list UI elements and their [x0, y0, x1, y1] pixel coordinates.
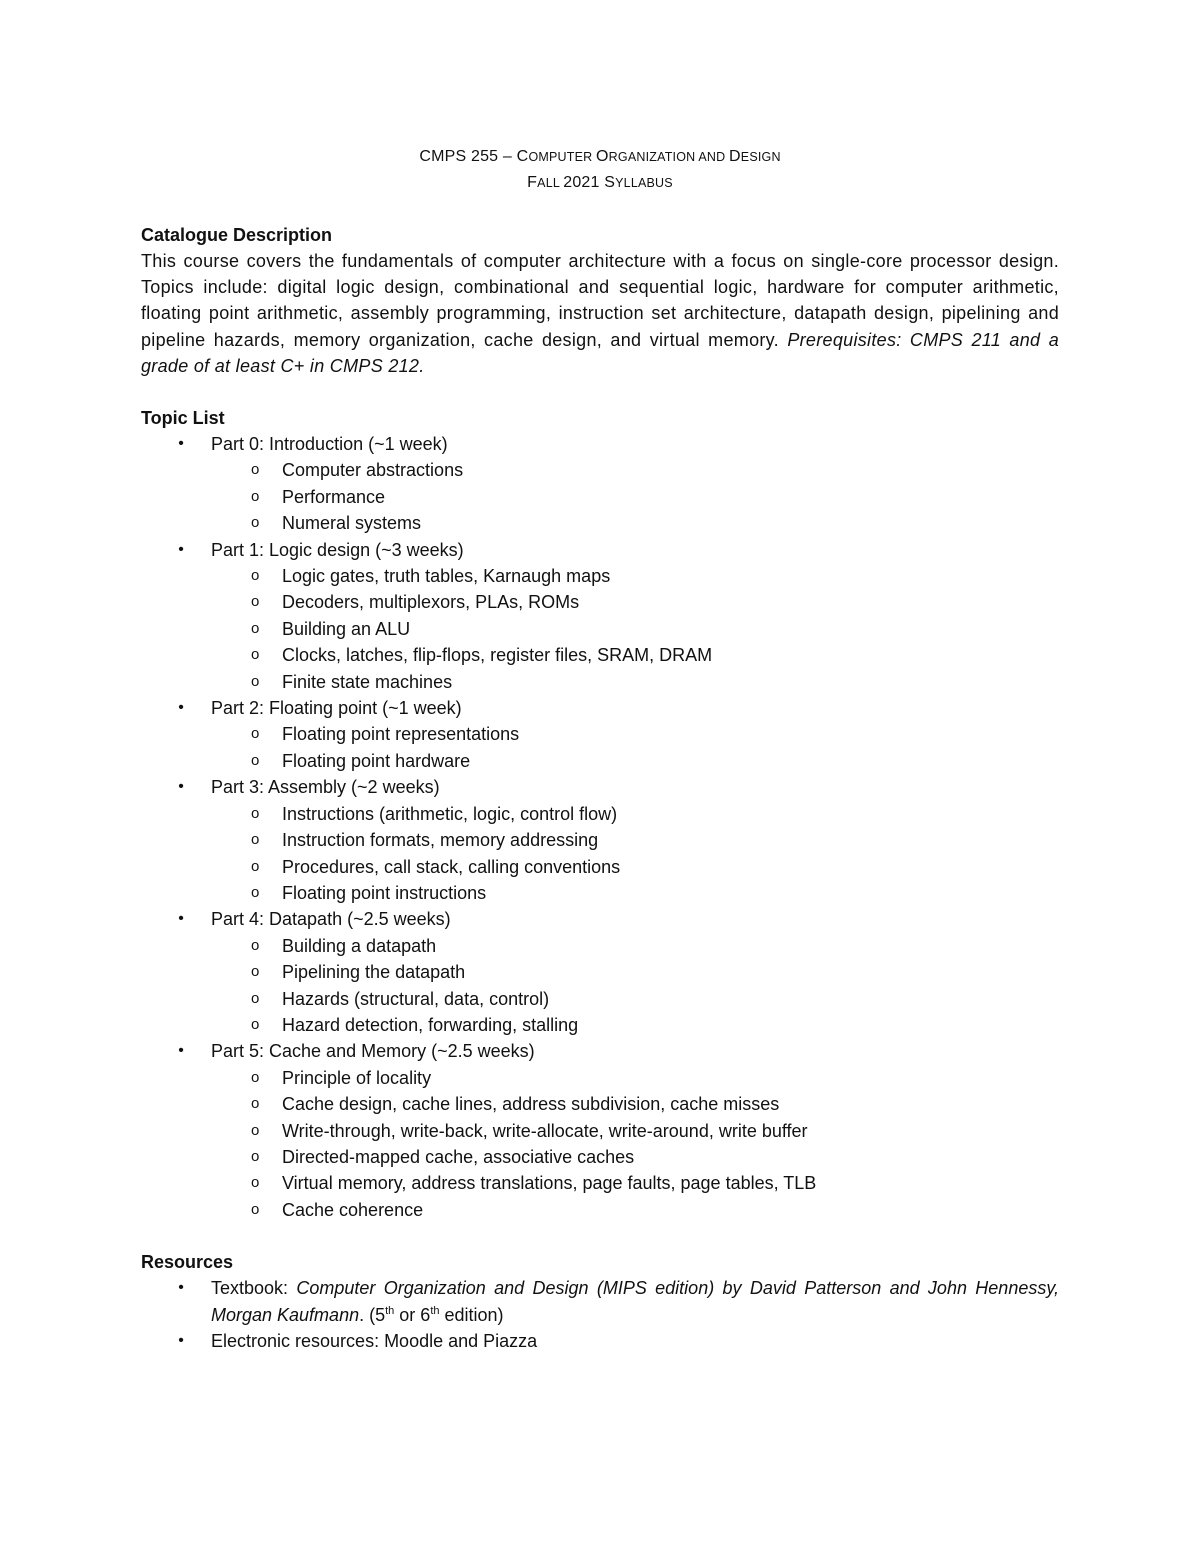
circle-bullet-icon: o	[251, 1174, 260, 1192]
title-part: O	[596, 148, 609, 165]
topic-subitem-label: Hazard detection, forwarding, stalling	[282, 1014, 579, 1035]
textbook-sup: th	[385, 1304, 395, 1317]
bullet-icon: •	[178, 1332, 184, 1350]
title-part: D	[729, 148, 741, 165]
topic-subitem	[141, 880, 1059, 906]
bullet-icon: •	[178, 1279, 184, 1297]
topic-subitem	[141, 933, 1059, 959]
topic-subitems	[141, 933, 1059, 1039]
topic-subitem	[141, 827, 1059, 853]
topic-subitem-label: Cache design, cache lines, address subdivision, cache misses	[282, 1094, 780, 1115]
topic-subitem	[141, 721, 1059, 747]
circle-bullet-icon: o	[251, 1121, 260, 1139]
circle-bullet-icon: o	[251, 672, 260, 690]
topic-part-label: Part 3: Assembly (~2 weeks)	[211, 777, 440, 798]
topic-subitem	[141, 563, 1059, 589]
circle-bullet-icon: o	[251, 831, 260, 849]
bullet-icon: •	[178, 778, 184, 796]
course-code: CMPS 255 – C	[419, 148, 529, 165]
circle-bullet-icon: o	[251, 883, 260, 901]
topic-list	[141, 431, 1059, 1223]
circle-bullet-icon: o	[251, 989, 260, 1007]
topic-subitems	[141, 1065, 1059, 1223]
topic-subitem-label: Clocks, latches, flip-flops, register files, SRAM, DRAM	[282, 645, 713, 666]
topic-subitem-label: Procedures, call stack, calling conventions	[282, 856, 621, 877]
topic-subitem	[141, 457, 1059, 483]
topic-subitem	[141, 1091, 1059, 1117]
topic-subitem-label: Instruction formats, memory addressing	[282, 830, 599, 851]
bullet-icon: •	[178, 540, 184, 558]
term-line	[141, 170, 1059, 196]
circle-bullet-icon: o	[251, 936, 260, 954]
topic-subitem	[141, 669, 1059, 695]
topic-subitem-label: Finite state machines	[282, 671, 453, 692]
topic-subitems	[141, 457, 1059, 536]
topic-subitem	[141, 986, 1059, 1012]
term-part: F	[527, 174, 538, 191]
topic-subitem	[141, 854, 1059, 880]
topic-subitem-label: Computer abstractions	[282, 460, 464, 481]
circle-bullet-icon: o	[251, 751, 260, 769]
topic-subitem	[141, 1170, 1059, 1196]
topic-part-label: Part 5: Cache and Memory (~2.5 weeks)	[211, 1041, 535, 1062]
topic-part	[141, 906, 1059, 1038]
topic-part-label: Part 4: Datapath (~2.5 weeks)	[211, 909, 451, 930]
circle-bullet-icon: o	[251, 487, 260, 505]
topic-subitems	[141, 801, 1059, 907]
term-part: 2021 S	[563, 174, 616, 191]
resources-heading: Resources	[141, 1252, 234, 1273]
topic-subitem-label: Building an ALU	[282, 618, 411, 639]
topic-subitem-label: Virtual memory, address translations, page faults, page tables, TLB	[282, 1173, 817, 1194]
bullet-icon: •	[178, 1042, 184, 1060]
topic-subitem-label: Hazards (structural, data, control)	[282, 988, 550, 1009]
circle-bullet-icon: o	[251, 1015, 260, 1033]
topic-subitem-label: Numeral systems	[282, 513, 422, 534]
topic-subitem	[141, 616, 1059, 642]
topic-subitem-label: Floating point instructions	[282, 882, 487, 903]
catalogue-body: This course covers the fundamentals of computer architecture with a focus on single-core processor design. Topics include: digital logic design, combinational and sequential logic, hardware for computer arithmetic, floating point arithmetic, assembly programming, instruction set architecture, datapath design, pipelining and pipeline hazards, memory organization, cache design, and virtual memory.	[141, 251, 1059, 350]
topic-subitems	[141, 563, 1059, 695]
prerequisites: Prerequisites: CMPS 211 and a grade of at least C+ in CMPS 212.	[141, 329, 1060, 376]
topic-subitem-label: Logic gates, truth tables, Karnaugh maps	[282, 566, 611, 587]
topic-subitem-label: Directed-mapped cache, associative caches	[282, 1146, 635, 1167]
textbook-suffix: edition)	[439, 1304, 504, 1325]
topic-subitem	[141, 1197, 1059, 1223]
circle-bullet-icon: o	[251, 1095, 260, 1113]
topic-subitem-label: Floating point representations	[282, 724, 520, 745]
bullet-icon: •	[178, 910, 184, 928]
topic-subitem-label: Decoders, multiplexors, PLAs, ROMs	[282, 592, 580, 613]
course-title	[141, 144, 1059, 170]
topic-part-label: Part 0: Introduction (~1 week)	[211, 434, 448, 455]
textbook-after-title: . (5	[359, 1304, 386, 1325]
circle-bullet-icon: o	[251, 461, 260, 479]
topic-subitem-label: Floating point hardware	[282, 750, 471, 771]
textbook-middle: or 6	[394, 1304, 431, 1325]
bullet-icon: •	[178, 699, 184, 717]
topic-subitem	[141, 801, 1059, 827]
topic-list-heading: Topic List	[141, 408, 225, 429]
circle-bullet-icon: o	[251, 619, 260, 637]
title-part: OMPUTER	[528, 150, 597, 164]
catalogue-description	[141, 248, 1059, 379]
circle-bullet-icon: o	[251, 804, 260, 822]
topic-subitem	[141, 959, 1059, 985]
topic-part	[141, 695, 1059, 774]
topic-subitem-label: Building a datapath	[282, 935, 437, 956]
electronic-resources: Electronic resources: Moodle and Piazza	[211, 1331, 538, 1352]
textbook-sup: th	[430, 1304, 440, 1317]
circle-bullet-icon: o	[251, 1200, 260, 1218]
topic-subitem	[141, 642, 1059, 668]
circle-bullet-icon: o	[251, 646, 260, 664]
circle-bullet-icon: o	[251, 725, 260, 743]
title-part: RGANIZATION AND	[608, 150, 730, 164]
circle-bullet-icon: o	[251, 514, 260, 532]
topic-subitem	[141, 1012, 1059, 1038]
topic-part	[141, 1038, 1059, 1223]
topic-subitem	[141, 1144, 1059, 1170]
topic-subitem-label: Principle of locality	[282, 1067, 432, 1088]
resources-list	[141, 1275, 1059, 1354]
textbook-prefix: Textbook:	[211, 1278, 297, 1299]
document-title-block	[141, 144, 1059, 196]
title-part: ESIGN	[740, 150, 781, 164]
topic-subitem-label: Instructions (arithmetic, logic, control flow)	[282, 803, 618, 824]
topic-subitem-label: Write-through, write-back, write-allocate, write-around, write buffer	[282, 1120, 808, 1141]
topic-subitem	[141, 1118, 1059, 1144]
circle-bullet-icon: o	[251, 593, 260, 611]
topic-subitem	[141, 748, 1059, 774]
topic-subitem	[141, 589, 1059, 615]
circle-bullet-icon: o	[251, 857, 260, 875]
topic-part-label: Part 2: Floating point (~1 week)	[211, 698, 462, 719]
term-part: YLLABUS	[615, 176, 673, 190]
topic-subitem-label: Performance	[282, 486, 386, 507]
topic-subitem-label: Cache coherence	[282, 1199, 424, 1220]
topic-subitem	[141, 484, 1059, 510]
bullet-icon: •	[178, 435, 184, 453]
circle-bullet-icon: o	[251, 963, 260, 981]
term-part: ALL	[537, 176, 564, 190]
topic-part-label: Part 1: Logic design (~3 weeks)	[211, 539, 464, 560]
circle-bullet-icon: o	[251, 1068, 260, 1086]
textbook-title: Computer Organization and Design (MIPS edition) by David Patterson and John Hennessy, Morgan Kaufmann	[211, 1278, 1060, 1325]
topic-subitem	[141, 510, 1059, 536]
topic-subitem	[141, 1065, 1059, 1091]
resource-electronic	[141, 1328, 1059, 1354]
catalogue-heading: Catalogue Description	[141, 225, 333, 245]
circle-bullet-icon: o	[251, 567, 260, 585]
topic-subitem-label: Pipelining the datapath	[282, 962, 466, 983]
circle-bullet-icon: o	[251, 1147, 260, 1165]
topic-subitems	[141, 721, 1059, 774]
topic-part	[141, 774, 1059, 906]
resource-textbook	[141, 1275, 1059, 1328]
topic-part	[141, 431, 1059, 537]
topic-part	[141, 537, 1059, 695]
document-body	[141, 144, 1059, 1354]
